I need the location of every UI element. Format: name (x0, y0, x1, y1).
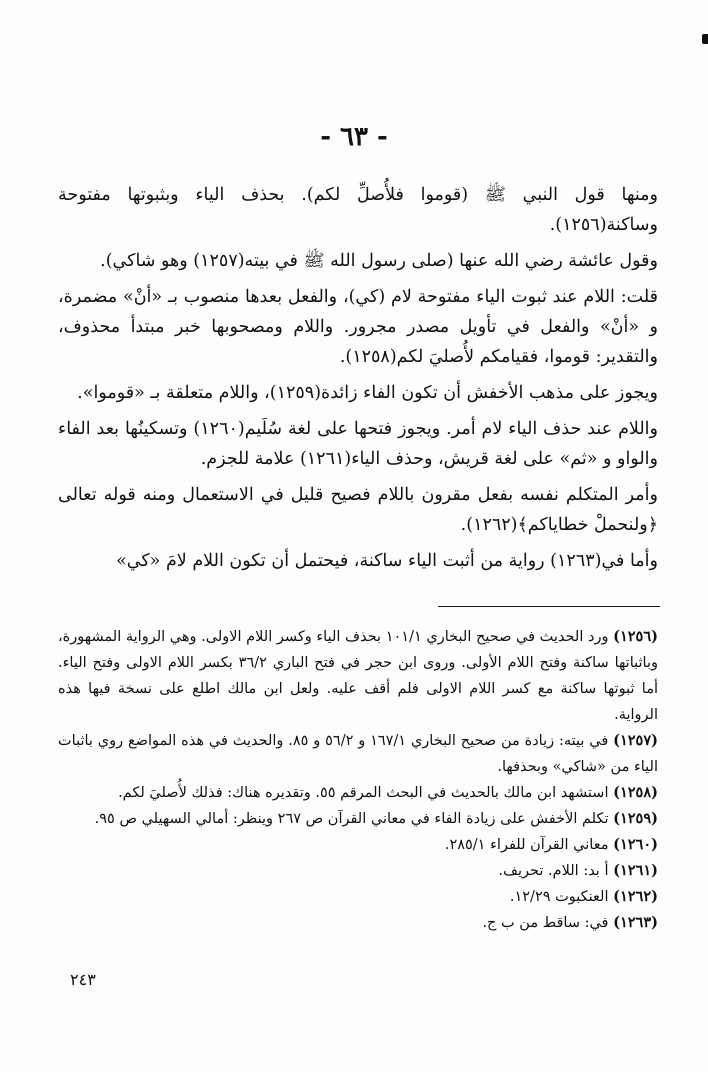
paragraph: وقول عائشة رضي الله عنها (صلى رسول الله ﷺ في بيته(١٢٥٧) وهو شاكي). (100, 251, 658, 271)
footnote-number: (١٢٦١) (613, 862, 658, 879)
footnote-text: العنكبوت ١٢/٢٩. (509, 889, 609, 905)
page-marker: - ٦٣ - (320, 122, 388, 152)
footnote-separator (438, 606, 660, 607)
footnote-number: (١٢٥٨) (613, 784, 658, 801)
footnote-text: في: ساقط من ب ج. (482, 915, 609, 931)
footnote-number: (١٢٦٠) (613, 836, 658, 853)
footnote-text: ورد الحديث في صحيح البخاري ١٠١/١ بحذف الياء وكسر اللام الاولى. وهي الرواية المشهورة، وباثباتها ساكنة وفتح اللام الأولى. وروى ابن حجر في فتح الباري ٣٦/٢ بكسر اللام الاولى وفتح الياء. أما ثبوتها ساكنة مع كسر اللام الاولى فلم أقف عليه. ولعل ابن مالك اطلع على نسخة فيها هذه الرواية. (58, 629, 658, 723)
page-number: ٢٤٣ (70, 970, 96, 989)
footnotes (58, 624, 658, 936)
footnote (58, 884, 658, 910)
footnote-number: (١٢٥٧) (613, 732, 659, 749)
footnote (58, 624, 658, 728)
footnote-number: (١٢٦٣) (613, 914, 658, 931)
footnote-text: معاني القرآن للفراء ٢٨٥/١. (444, 837, 609, 853)
footnote-text: استشهد ابن مالك بالحديث في البحث المرقم ٥٥. وتقديره هناك: فذلك لأُصليَ لكم. (118, 785, 609, 801)
footnote (58, 806, 658, 832)
paragraph: ومنها قول النبي ﷺ (قوموا فلأُصلِّ لكم). بحذف الياء وبثبوتها مفتوحة وساكنة(١٢٥٦). (58, 185, 658, 235)
footnote (58, 858, 658, 884)
paragraph: ويجوز على مذهب الأخفش أن تكون الفاء زائدة(١٢٥٩)، واللام متعلقة بـ «قوموا». (77, 383, 658, 403)
footnote (58, 832, 658, 858)
footnote-text: في بيته: زيادة من صحيح البخاري ١٦٧/١ و ٥٦/٢ و ٨٥. والحديث في هذه المواضع روي باثبات الياء من «شاكي» وبحذفها. (58, 733, 658, 775)
footnote-number: (١٢٥٦) (613, 628, 658, 645)
paragraph: قلت: اللام عند ثبوت الياء مفتوحة لام (كي)، والفعل بعدها منصوب بـ «أنْ» مضمرة، و «أنْ» والفعل في تأويل مصدر مجرور. واللام ومصحوبها خبر مبتدأ محذوف، والتقدير: قوموا، فقيامكم لأُصليَ لكم(١٢٥٨). (58, 287, 658, 367)
footnote (58, 728, 658, 780)
footnote-text: أ بد: اللام. تحريف. (498, 863, 609, 879)
paragraph: وأمر المتكلم نفسه بفعل مقرون باللام فصيح قليل في الاستعمال ومنه قوله تعالى ﴿ولنحملْ خطاياكم﴾(١٢٦٢). (58, 485, 658, 535)
footnote (58, 910, 658, 936)
paragraph: وأما في(١٢٦٣) رواية من أثبت الياء ساكنة، فيحتمل أن تكون اللام لامَ «كي» (116, 551, 658, 571)
footnote (58, 780, 658, 806)
footnote-text: تكلم الأخفش على زيادة الفاء في معاني القرآن ص ٢٦٧ وينظر: أمالي السهيلي ص ٩٥. (94, 811, 609, 827)
binding-mark (702, 34, 708, 44)
footnote-number: (١٢٥٩) (613, 810, 658, 827)
main-text (58, 180, 658, 582)
paragraph: واللام عند حذف الياء لام أمر. ويجوز فتحها على لغة سُلَيم(١٢٦٠) وتسكينُها بعد الفاء والواو و «ثم» على لغة قريش، وحذف الياء(١٢٦١) علامة للجزم. (58, 419, 658, 469)
footnote-number: (١٢٦٢) (613, 888, 658, 905)
